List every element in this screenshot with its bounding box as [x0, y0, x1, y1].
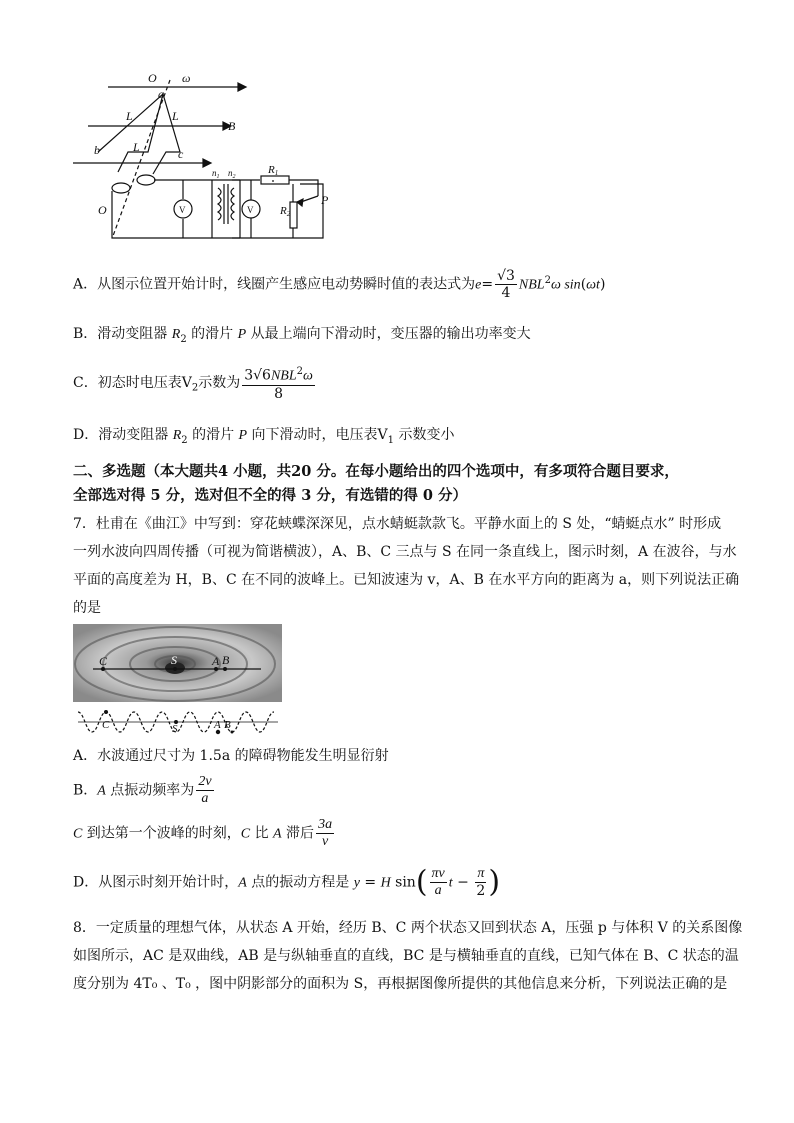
wave-label-B: B — [224, 719, 231, 731]
label-n2: $n_2$ — [228, 168, 236, 180]
label-omega: ω — [182, 71, 191, 85]
label-n1: $n_1$ — [212, 168, 220, 180]
label-L3: L — [133, 140, 140, 154]
wave-label-C: C — [102, 719, 110, 731]
water-ripple-photo — [73, 624, 282, 702]
label-P: P — [321, 193, 329, 207]
q8-stem-line2: 如图所示，AC 是双曲线，AB 是与纵轴垂直的直线，BC 是与横轴垂直的直线，已知气体在 B、C 状态的温 — [73, 948, 739, 964]
photo-label-C: C — [99, 654, 108, 668]
q6-option-d: D．滑动变阻器 $R_2$ 的滑片 P 向下滑动时，电压表$V_1$ 示数变小 — [73, 427, 455, 446]
q6-option-b: B．滑动变阻器 $R_2$ 的滑片 P 从最上端向下滑动时，变压器的输出功率变大 — [73, 326, 531, 345]
q7-option-a: A．水波通过尺寸为 1.5a 的障碍物能发生明显衍射 — [73, 748, 389, 764]
wave-diagram — [78, 704, 278, 738]
wave-label-A: A — [214, 719, 221, 731]
label-b: b — [94, 143, 100, 157]
label-R1: R1 — [268, 164, 279, 177]
generator-circuit-figure — [68, 66, 358, 246]
q8-stem-line1: 8．一定质量的理想气体，从状态 A 开始，经历 B、C 两个状态又回到状态 A，压强 p 与体积 V 的关系图像 — [73, 920, 743, 936]
label-R2: R2 — [280, 205, 291, 218]
q8-stem-line3: 度分别为 4T₀ 、T₀ ，图中阴影部分的面积为 S，再根据图像所提供的其他信息来分析，下列说法正确的是 — [73, 976, 728, 992]
label-L2: L — [172, 109, 179, 123]
q7-stem-line3: 平面的高度差为 H，B、C 在不同的波峰上。已知波速为 v，A、B 在水平方向的距离为 a，则下列说法正确 — [73, 572, 740, 588]
q6-option-c: C．初态时电压表$V_2$示数为 $\frac{3√6NBL^2\omega}{8}$ — [73, 366, 313, 402]
photo-label-S: S — [171, 653, 177, 667]
q7-stem-line1: 7．杜甫在《曲江》中写到：穿花蛱蝶深深见，点水蜻蜓款款飞。平静水面上的 S 处，“蜻蜓点水” 时形成 — [73, 516, 722, 532]
q7-stem-line2: 一列水波向四周传播（可视为简谐横波），A、B、C 三点与 S 在同一条直线上，图示时刻，A 在波谷，与水 — [73, 544, 737, 560]
q6-option-a: A．从图示位置开始计时，线圈产生感应电动势瞬时值的表达式为e= $\frac{√3}{4}$ NBL$^2$ω sin(ωt) — [73, 268, 606, 301]
voltmeter-V2: V — [247, 205, 254, 215]
label-O-top: O — [148, 71, 157, 85]
label-c: c — [178, 147, 184, 161]
photo-label-A: A — [212, 654, 220, 668]
label-O-bottom: O — [98, 203, 107, 217]
q7-option-b: B．A 点振动频率为 $\frac{2v}{a}$ — [73, 774, 212, 806]
q7-option-c: C 到达第一个波峰的时刻，C 比 A 滞后 $\frac{3a}{v}$ — [73, 817, 333, 849]
q7-stem-line4: 的是 — [73, 600, 101, 616]
section2-heading-line2: 全部选对得 5 分，选对但不全的得 3 分，有选错的得 0 分） — [73, 487, 468, 504]
wave-label-S: S — [172, 723, 178, 735]
voltmeter-V1: V — [179, 205, 186, 215]
section2-heading-line1: 二、多选题（本大题共4 小题，共20 分。在每小题给出的四个选项中，有多项符合题目要求， — [73, 463, 679, 480]
photo-label-B: B — [222, 653, 230, 667]
label-L1: L — [126, 109, 133, 123]
q7-option-d: D．从图示时刻开始计时，A 点的振动方程是 y = H sin( $\frac{\pi v}{a}$ t − $\frac{\pi}{2}$ ) — [73, 864, 501, 900]
label-a: a — [158, 87, 164, 101]
label-B-field: B — [228, 119, 236, 133]
